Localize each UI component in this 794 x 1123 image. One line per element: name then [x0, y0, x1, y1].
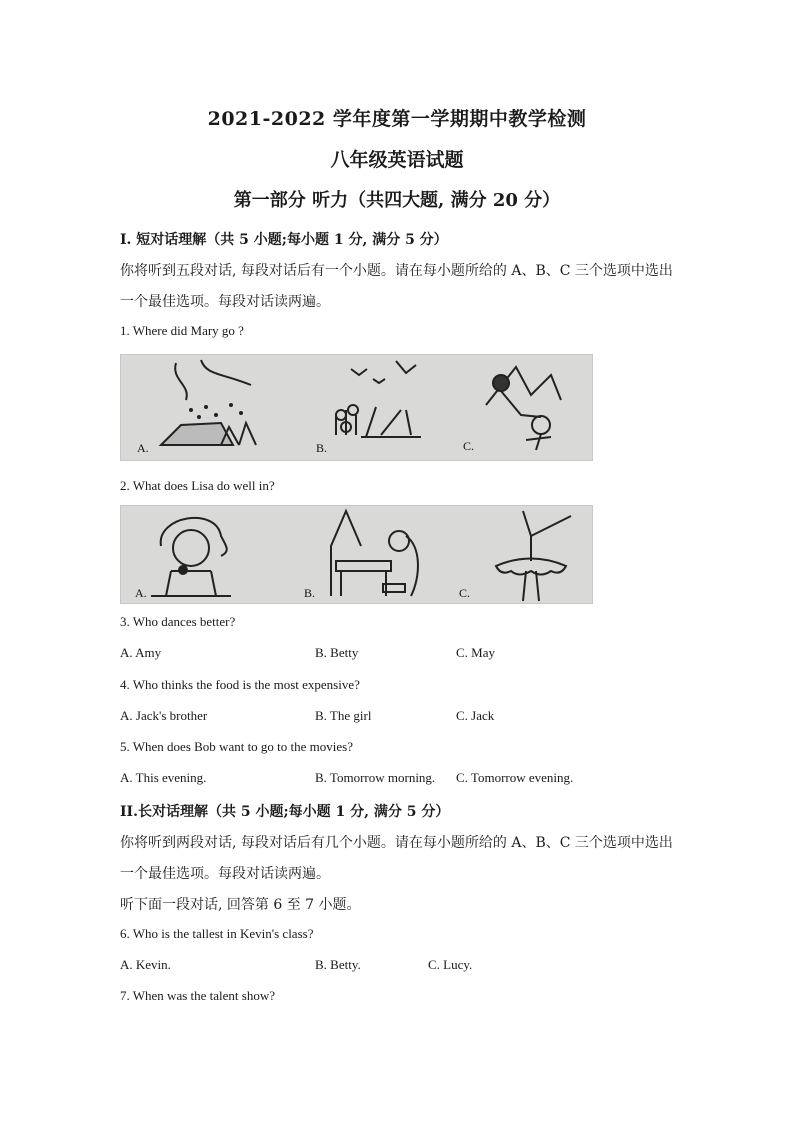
- q3-option-c[interactable]: C. May: [456, 645, 495, 660]
- question-2-picture: [120, 505, 593, 604]
- question-1: 1. Where did Mary go ?: [120, 323, 244, 338]
- climbing-drawing: [486, 367, 561, 450]
- section2-intro-line1: 你将听到两段对话, 每段对话后有几个小题。请在每小题所给的 A、B、C 三个选项中选出: [120, 835, 673, 851]
- option-c-label: C.: [459, 586, 471, 600]
- q3-option-b[interactable]: B. Betty: [315, 645, 359, 660]
- section2-heading: II.长对话理解（共 5 小题;每小题 1 分, 满分 5 分）: [120, 804, 450, 820]
- question-6: 6. Who is the tallest in Kevin's class?: [120, 926, 314, 941]
- option-b-label: B.: [316, 441, 328, 455]
- ballet-dancer-drawing: [496, 511, 571, 601]
- q6-option-c[interactable]: C. Lucy.: [428, 957, 473, 972]
- q5-option-b[interactable]: B. Tomorrow morning.: [315, 770, 436, 785]
- question-7: 7. When was the talent show?: [120, 988, 275, 1003]
- q4-option-a[interactable]: A. Jack's brother: [120, 708, 208, 723]
- q5-option-c[interactable]: C. Tomorrow evening.: [456, 770, 574, 785]
- section2-instruction: 听下面一段对话, 回答第 6 至 7 小题。: [120, 897, 361, 913]
- q6-option-a[interactable]: A. Kevin.: [120, 957, 171, 972]
- option-c-label: C.: [463, 439, 475, 453]
- part-heading: 第一部分 听力（共四大题, 满分 20 分）: [233, 190, 561, 211]
- exam-subtitle: 八年级英语试题: [330, 149, 464, 171]
- exam-title: 2021-2022 学年度第一学期期中教学检测: [207, 108, 587, 130]
- q3-option-a[interactable]: A. Amy: [120, 645, 162, 660]
- singing-girl-drawing: [151, 518, 231, 596]
- option-b-label: B.: [304, 586, 316, 600]
- q5-option-a[interactable]: A. This evening.: [120, 770, 207, 785]
- q6-option-b[interactable]: B. Betty.: [315, 957, 361, 972]
- q4-option-c[interactable]: C. Jack: [456, 708, 495, 723]
- option-a-label: A.: [135, 586, 147, 600]
- section1-heading: I. 短对话理解（共 5 小题;每小题 1 分, 满分 5 分）: [120, 232, 448, 248]
- question-1-picture: [120, 354, 593, 461]
- piano-player-drawing: [331, 511, 418, 596]
- spring-scene-drawing: [336, 361, 421, 437]
- question-5: 5. When does Bob want to go to the movies?: [120, 739, 354, 754]
- question-2: 2. What does Lisa do well in?: [120, 478, 275, 493]
- section1-intro-line2: 一个最佳选项。每段对话读两遍。: [120, 294, 330, 310]
- section2-intro-line2: 一个最佳选项。每段对话读两遍。: [120, 866, 330, 882]
- question-4: 4. Who thinks the food is the most expensive?: [120, 677, 360, 692]
- snow-house-drawing: [161, 360, 256, 445]
- question-3: 3. Who dances better?: [120, 614, 236, 629]
- section1-intro-line1: 你将听到五段对话, 每段对话后有一个小题。请在每小题所给的 A、B、C 三个选项中选出: [120, 263, 673, 279]
- option-a-label: A.: [137, 441, 149, 455]
- q4-option-b[interactable]: B. The girl: [315, 708, 372, 723]
